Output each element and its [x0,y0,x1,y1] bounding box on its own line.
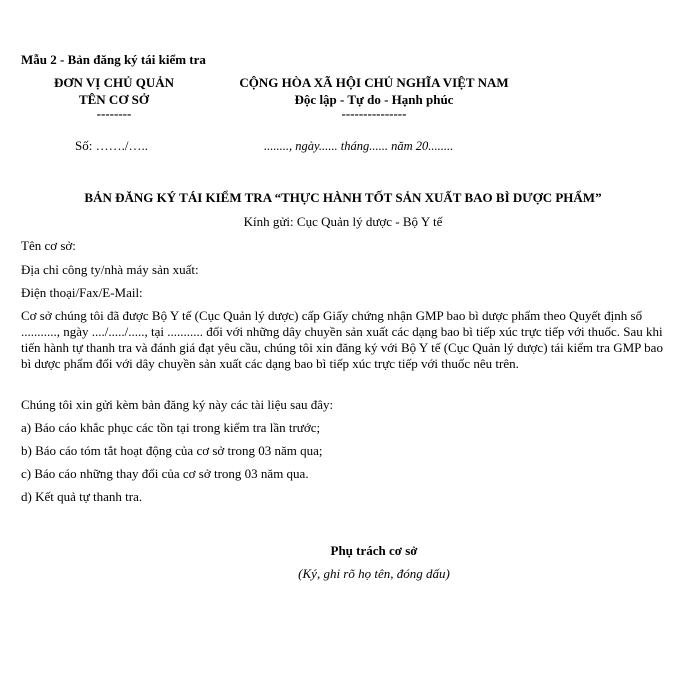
attachments-intro: Chúng tôi xin gửi kèm bản đăng ký này các tài liệu sau đây: [21,397,334,412]
signature-title: Phụ trách cơ sở [330,543,418,558]
facility-name-field: Tên cơ sở: [21,238,76,253]
recipient: Kính gửi: Cục Quản lý dược - Bộ Y tế [243,214,443,229]
body-paragraph: Cơ sở chúng tôi đã được Bộ Y tế (Cục Quản lý dược) cấp Giấy chứng nhận GMP bao bì dược phẩm theo Quyết định số ..........., ngày ..../...../....., tại ........... đối với những dây chuyền sản xuất các dạng bao bì tiếp xúc trực tiếp với thuốc. Sau khi tiến hành tự thanh tra và đánh giá đạt yêu cầu, chúng tôi xin đăng ký với Bộ Y tế (Cục Quản lý dược) tái kiểm tra GMP bao bì dược phẩm đối với dây chuyền sản xuất các dạng bao bì tiếp xúc trực tiếp với thuốc nêu trên. [21,308,663,371]
header-left-line2: TÊN CƠ SỞ [78,92,150,107]
document-number: Số: ……./….. [75,138,148,153]
document-title: BẢN ĐĂNG KÝ TÁI KIỂM TRA “THỰC HÀNH TỐT SẢN XUẤT BAO BÌ DƯỢC PHẨM” [84,190,602,205]
header-right-divider: --------------- [341,106,407,121]
signature-note: (Ký, ghi rõ họ tên, đóng dấu) [298,566,450,581]
form-template-label: Mẫu 2 - Bản đăng ký tái kiểm tra [21,52,206,67]
header-left-divider: -------- [96,106,132,121]
document-date: ........, ngày...... tháng...... năm 20........ [264,139,454,153]
address-field: Địa chỉ công ty/nhà máy sản xuất: [21,262,199,277]
contact-field: Điện thoại/Fax/E-Mail: [21,285,143,300]
attachment-item: d) Kết quả tự thanh tra. [21,489,143,504]
header-left-line1: ĐƠN VỊ CHỦ QUẢN [53,75,174,90]
attachment-item: a) Báo cáo khắc phục các tồn tại trong kiểm tra lần trước; [21,420,321,435]
header-right-line1: CỘNG HÒA XÃ HỘI CHỦ NGHĨA VIỆT NAM [239,75,509,90]
attachment-item: b) Báo cáo tóm tắt hoạt động của cơ sở trong 03 năm qua; [21,443,323,458]
attachment-item: c) Báo cáo những thay đổi của cơ sở trong 03 năm qua. [21,466,309,481]
header-right-line2: Độc lập - Tự do - Hạnh phúc [294,92,454,107]
